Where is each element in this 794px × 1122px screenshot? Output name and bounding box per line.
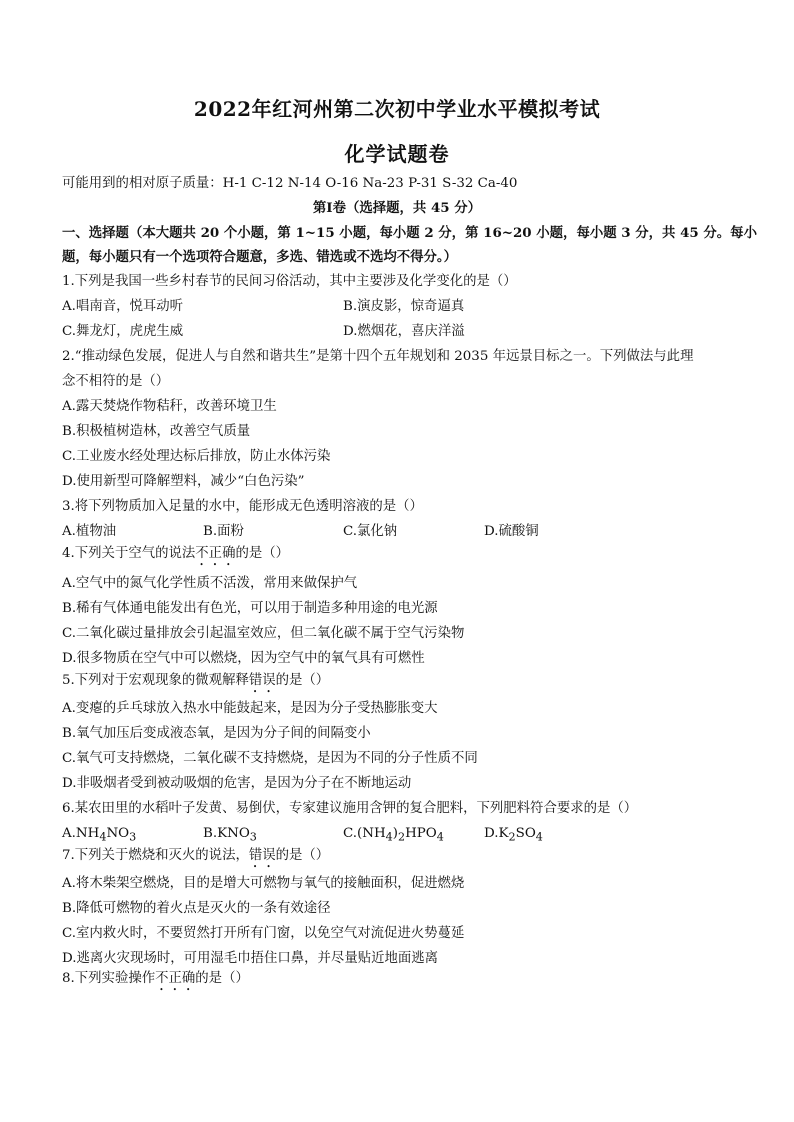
- q7-stem: [62, 847, 742, 871]
- q6-b-text: B.KNO: [203, 826, 250, 841]
- q4-stem-post: 的是（）: [235, 546, 290, 561]
- q5-stem-pre: 5.下列对于宏观现象的微观解释: [62, 673, 249, 688]
- atomic-masses: 可能用到的相对原子质量：H-1 C-12 N-14 O-16 Na-23 P-31 S-32 Ca-40: [62, 176, 518, 191]
- q6-c-text: C.(NH: [343, 826, 386, 841]
- q5-stem-emphasis: 错误: [248, 673, 276, 688]
- q6-a-sub: 4: [99, 830, 107, 844]
- q3-option-a: A.植物油: [62, 524, 117, 539]
- q6-c-sub2: 2: [398, 830, 406, 844]
- q4-option-b: B.稀有气体通电能发出有色光，可以用于制造多种用途的电光源: [62, 601, 438, 616]
- q7-option-c: C.室内救火时，不要贸然打开所有门窗，以免空气对流促进火势蔓延: [62, 926, 465, 941]
- q3-option-c: C.氯化钠: [343, 524, 398, 539]
- q6-d-sub2: 4: [535, 830, 543, 844]
- q6-c-text2: ): [392, 826, 398, 841]
- q6-option-d: [484, 825, 543, 847]
- q6-d-text2: SO: [515, 826, 536, 841]
- q1-option-c: C.舞龙灯，虎虎生威: [62, 324, 184, 339]
- q4-option-a: A.空气中的氮气化学性质不活泼，常用来做保护气: [62, 576, 358, 591]
- q5-option-c: C.氧气可支持燃烧，二氧化碳不支持燃烧，是因为不同的分子性质不同: [62, 751, 478, 766]
- q7-stem-post: 的是（）: [275, 848, 330, 863]
- q7-option-d: D.逃离火灾现场时，可用湿毛巾捂住口鼻，并尽量贴近地面逃离: [62, 951, 439, 966]
- q6-c-sub3: 4: [436, 830, 444, 844]
- q7-option-a: A.将木柴架空燃烧，目的是增大可燃物与氧气的接触面积，促进燃烧: [62, 876, 465, 891]
- q6-option-a: [62, 825, 136, 847]
- q6-d-text: D.K: [484, 826, 509, 841]
- section-heading-line2: 题，每小题只有一个选项符合题意，多选、错选或不选均不得分。）: [62, 249, 458, 265]
- q7-stem-emphasis: 错误: [248, 848, 276, 863]
- q1-option-b: B.演皮影，惊奇逼真: [343, 299, 465, 314]
- q6-a-sub2: 3: [129, 830, 137, 844]
- q3-option-d: D.硫酸铜: [484, 524, 539, 539]
- exam-subtitle: 化学试题卷: [344, 142, 450, 166]
- q6-a-text2: NO: [106, 826, 130, 841]
- q6-a-text: A.NH: [62, 826, 100, 841]
- section-heading-line1: 一、选择题（本大题共 20 个小题，第 1~15 小题，每小题 2 分，第 16~20 小题，每小题 3 分，共 45 分。每小: [62, 225, 757, 241]
- q6-option-b: [203, 825, 257, 847]
- q3-stem: 3.将下列物质加入足量的水中，能形成无色透明溶液的是（）: [62, 499, 423, 514]
- q6-c-text3: HPO: [405, 826, 437, 841]
- q8-stem-pre: 8.下列实验操作: [62, 971, 156, 986]
- q5-stem-post: 的是（）: [275, 673, 330, 688]
- q2-option-c: C.工业废水经处理达标后排放，防止水体污染: [62, 449, 331, 464]
- q4-option-d: D.很多物质在空气中可以燃烧，因为空气中的氧气具有可燃性: [62, 651, 425, 666]
- q4-stem: [62, 545, 742, 569]
- q5-option-a: A.变瘪的乒乓球放入热水中能鼓起来，是因为分子受热膨胀变大: [62, 701, 438, 716]
- q3-option-b: B.面粉: [203, 524, 244, 539]
- q8-stem-emphasis: 不正确: [155, 971, 196, 986]
- q2-option-a: A.露天焚烧作物秸秆，改善环境卫生: [62, 399, 277, 414]
- q7-stem-pre: 7.下列关于燃烧和灭火的说法，: [62, 848, 249, 863]
- q5-option-d: D.非吸烟者受到被动吸烟的危害，是因为分子在不断地运动: [62, 776, 412, 791]
- q5-stem: [62, 672, 742, 696]
- q2-option-d: D.使用新型可降解塑料，减少“白色污染”: [62, 474, 305, 489]
- q4-option-c: C.二氧化碳过量排放会引起温室效应，但二氧化碳不属于空气污染物: [62, 626, 465, 641]
- q8-stem-post: 的是（）: [195, 971, 249, 986]
- q6-stem: 6.某农田里的水稻叶子发黄、易倒伏，专家建议施用含钾的复合肥料，下列肥料符合要求的是（）: [62, 801, 638, 816]
- q2-option-b: B.积极植树造林，改善空气质量: [62, 424, 251, 439]
- q4-stem-pre: 4.下列关于空气的说法: [62, 546, 196, 561]
- q6-c-sub: 4: [385, 830, 393, 844]
- q4-stem-emphasis: 不正确: [195, 546, 236, 561]
- q2-stem-line1: 2.“推动绿色发展，促进人与自然和谐共生”是第十四个五年规划和 2035 年远景目标之一。下列做法与此理: [62, 349, 694, 364]
- q6-d-sub: 2: [508, 830, 516, 844]
- exam-title: 2022年红河州第二次初中学业水平模拟考试: [193, 97, 601, 121]
- part-label: 第Ⅰ卷（选择题，共 45 分）: [312, 200, 482, 216]
- q6-option-c: [343, 825, 444, 847]
- q1-option-d: D.燃烟花，喜庆洋溢: [343, 324, 465, 339]
- q2-stem-line2: 念不相符的是（）: [62, 374, 170, 389]
- q6-b-sub: 3: [249, 830, 257, 844]
- q1-option-a: A.唱南音，悦耳动听: [62, 299, 184, 314]
- q7-option-b: B.降低可燃物的着火点是灭火的一条有效途径: [62, 901, 331, 916]
- q1-stem: 1.下列是我国一些乡村春节的民间习俗活动，其中主要涉及化学变化的是（）: [62, 274, 517, 289]
- q5-option-b: B.氧气加压后变成液态氧，是因为分子间的间隔变小: [62, 726, 371, 741]
- q8-stem: [62, 970, 742, 994]
